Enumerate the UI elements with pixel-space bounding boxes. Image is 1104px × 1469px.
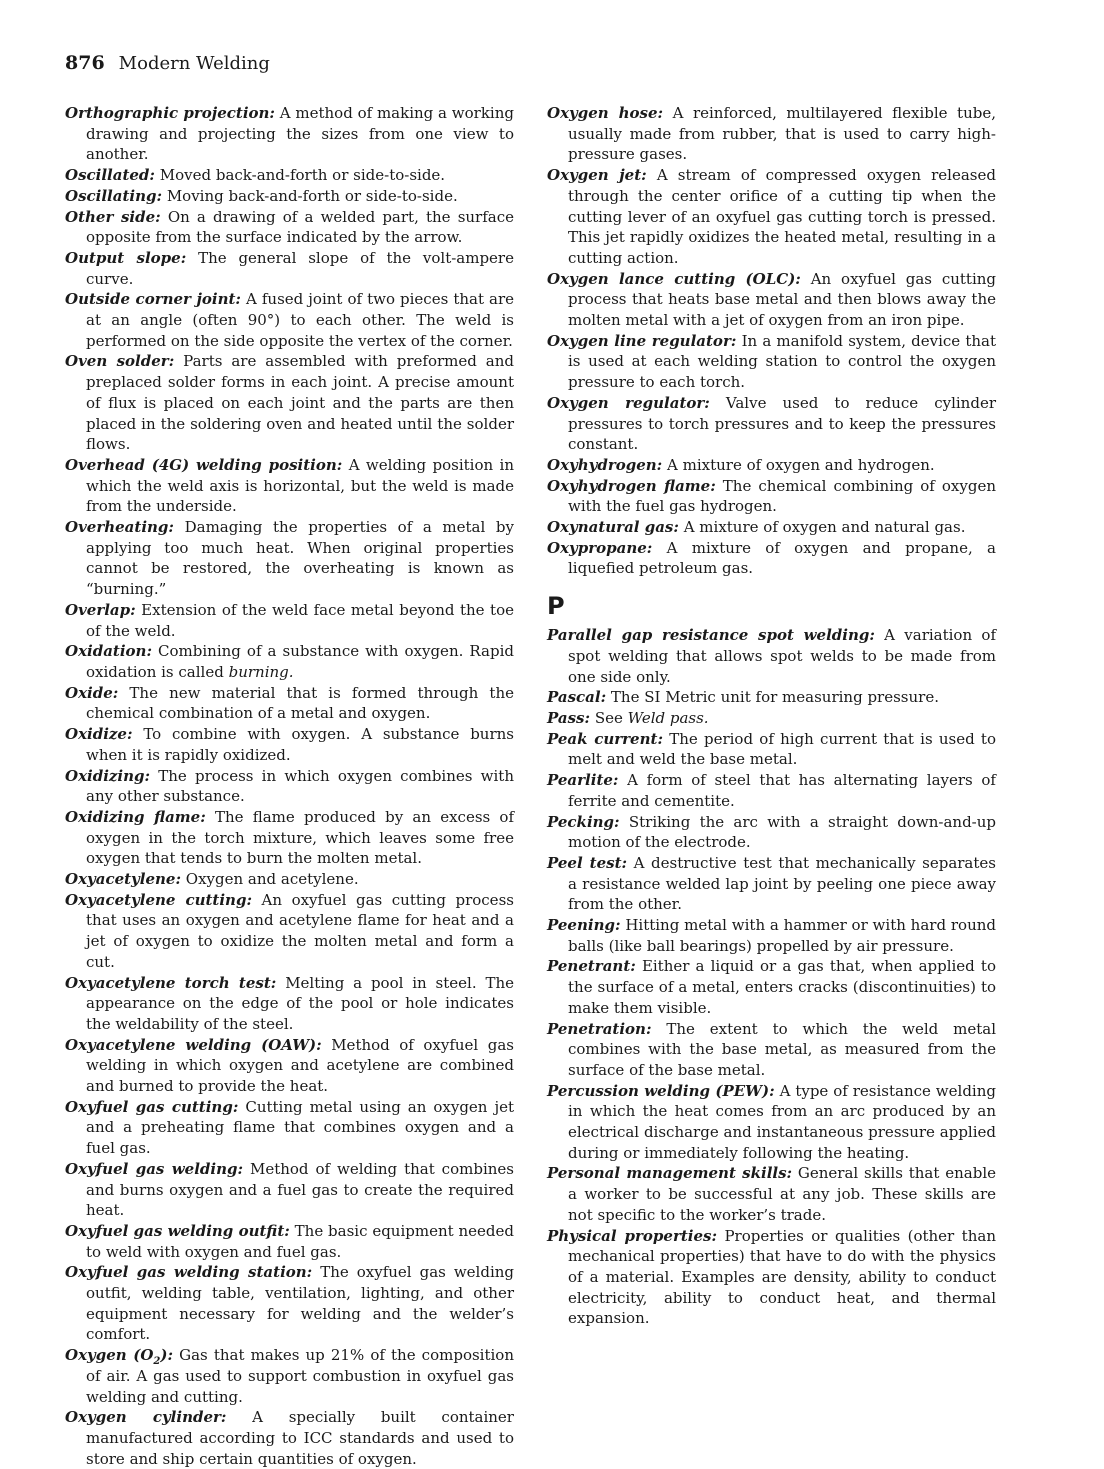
- glossary-definition: Melting a pool in steel. The appearance on the edge of the pool or hole indicates the weldability of the steel.: [86, 973, 514, 1033]
- glossary-entry: [547, 687, 996, 708]
- glossary-definition: A reinforced, multilayered flexible tube, usually made from rubber, that is used to carry high-pressure gases.: [568, 104, 996, 164]
- glossary-entry: [547, 812, 996, 853]
- glossary-entry: [65, 766, 514, 807]
- glossary-term: Other side:: [65, 207, 161, 226]
- glossary-entry: [65, 103, 514, 165]
- glossary-definition: On a drawing of a welded part, the surface opposite from the surface indicated by the arrow.: [86, 207, 514, 247]
- glossary-term: Oxyacetylene:: [65, 870, 181, 889]
- glossary-term: Percussion welding (PEW):: [547, 1081, 775, 1100]
- subscript: 2: [153, 1356, 161, 1368]
- glossary-term: Outside corner joint:: [65, 290, 241, 309]
- glossary-term: Oxygen line regulator:: [547, 331, 737, 350]
- glossary-definition: The SI Metric unit for measuring pressure.: [610, 688, 939, 707]
- glossary-term: Oxyfuel gas cutting:: [65, 1097, 239, 1116]
- glossary-entry: [65, 1159, 514, 1221]
- page-number: 876: [65, 52, 105, 74]
- glossary-entry: [547, 1226, 996, 1330]
- glossary-entry: [547, 1019, 996, 1081]
- glossary-term: Output slope:: [65, 248, 187, 267]
- glossary-term: Oxygen jet:: [547, 166, 647, 185]
- glossary-term: Penetration:: [547, 1019, 652, 1038]
- glossary-entry: [547, 538, 996, 579]
- glossary-term: Oscillated:: [65, 166, 155, 185]
- glossary-term: Overheating:: [65, 518, 174, 537]
- glossary-definition: A variation of spot welding that allows spot welds to be made from one side only.: [568, 626, 996, 686]
- glossary-definition: Cutting metal using an oxygen jet and a preheating flame that combines oxygen and a fuel gas.: [86, 1097, 514, 1158]
- glossary-term: Oxygen cylinder:: [65, 1408, 227, 1427]
- glossary-term: Oxyacetylene welding (OAW):: [65, 1035, 322, 1054]
- glossary-definition: Parts are assembled with preformed and preplaced solder forms in each joint. A precise amount of flux is placed on each joint and the parts are then placed in the soldering oven and heated until the solder flows.: [86, 352, 514, 454]
- glossary-term: Oxyhydrogen flame:: [547, 476, 716, 495]
- glossary-definition: The period of high current that is used to melt and weld the base metal.: [568, 729, 996, 769]
- glossary-definition: Method of welding that combines and burns oxygen and a fuel gas to create the required heat.: [86, 1159, 514, 1220]
- glossary-term: Overhead (4G) welding position:: [65, 455, 343, 474]
- glossary-term: Personal management skills:: [547, 1164, 793, 1183]
- glossary-definition: The chemical combining of oxygen with the fuel gas hydrogen.: [568, 476, 996, 516]
- glossary-entry: [547, 915, 996, 956]
- glossary-term: Physical properties:: [547, 1226, 717, 1245]
- glossary-entry: [65, 807, 514, 869]
- glossary-term: Oxide:: [65, 683, 119, 702]
- glossary-entry: [65, 165, 514, 186]
- glossary-entry: [65, 248, 514, 289]
- glossary-term: Oxypropane:: [547, 538, 653, 557]
- glossary-term: Penetrant:: [547, 957, 636, 976]
- glossary-definition: A stream of compressed oxygen released through the center orifice of a cutting tip when the cutting lever of an oxyfuel gas cutting torch is pressed. This jet rapidly oxidizes the heated metal, resulting in a cutting action.: [568, 166, 996, 267]
- glossary-entry: [547, 770, 996, 811]
- glossary-definition: Either a liquid or a gas that, when applied to the surface of a metal, enters cracks (discontinuities) to make them visible.: [568, 957, 996, 1017]
- glossary-term: Oxidation:: [65, 642, 152, 661]
- glossary-definition: Combining of a substance with oxygen. Rapid oxidation is called: [86, 642, 514, 681]
- glossary-definition: The oxyfuel gas welding outfit, welding table, ventilation, lighting, and other equipment necessary for welding and the welder’s comfort.: [86, 1263, 514, 1344]
- glossary-entry: [547, 956, 996, 1018]
- section-letter-heading: P: [547, 592, 565, 621]
- glossary-definition: Method of oxyfuel gas welding in which oxygen and acetylene are combined and burned to provide the heat.: [86, 1035, 514, 1096]
- glossary-definition: A method of making a working drawing and projecting the sizes from one view to another.: [86, 104, 514, 164]
- glossary-term: Pearlite:: [547, 771, 619, 790]
- glossary-definition: To combine with oxygen. A substance burns when it is rapidly oxidized.: [86, 725, 514, 764]
- glossary-definition: A form of steel that has alternating layers of ferrite and cementite.: [568, 771, 996, 810]
- glossary-definition: Properties or qualities (other than mechanical properties) that have to do with the physics of a material. Examples are density, ability to conduct electricity, ability to conduct heat, and thermal expansion.: [568, 1226, 996, 1328]
- glossary-definition: The general slope of the volt-ampere curve.: [86, 248, 514, 288]
- glossary-term: Oven solder:: [65, 352, 175, 371]
- glossary-entry: [65, 1221, 514, 1262]
- glossary-entry: [65, 973, 514, 1035]
- glossary-definition: The new material that is formed through the chemical combination of a metal and oxygen.: [86, 683, 514, 723]
- glossary-entry: [547, 1081, 996, 1164]
- glossary-entry: [547, 269, 996, 331]
- glossary-entry: [65, 890, 514, 973]
- cross-reference: burning.: [228, 662, 294, 681]
- glossary-term: [65, 1346, 173, 1368]
- glossary-term: Oxyacetylene cutting:: [65, 890, 252, 909]
- glossary-definition: An oxyfuel gas cutting process that uses an oxygen and acetylene flame for heat and a jet of oxygen to oxidize the molten metal and form a cut.: [86, 890, 514, 971]
- glossary-term: Pecking:: [547, 812, 620, 831]
- term-suffix: ):: [160, 1346, 173, 1365]
- glossary-entry: [547, 729, 996, 770]
- glossary-definition: A welding position in which the weld axis is horizontal, but the weld is made from the underside.: [86, 455, 514, 516]
- glossary-term: Oxygen lance cutting (OLC):: [547, 269, 801, 288]
- glossary-entry: [65, 1345, 514, 1407]
- glossary-column-left: [65, 103, 514, 1469]
- glossary-term: Peening:: [547, 916, 621, 935]
- page-header: [65, 52, 270, 78]
- glossary-definition: Gas that makes up 21% of the composition of air. A gas used to support combustion in oxyfuel gas welding and cutting.: [86, 1346, 514, 1406]
- glossary-entry: [547, 1163, 996, 1225]
- glossary-term: Orthographic projection:: [65, 104, 275, 122]
- glossary-definition: A type of resistance welding in which the heat comes from an arc produced by an electrical discharge and instantaneous pressure applied during or immediately following the heating.: [568, 1081, 996, 1162]
- glossary-term: Oxygen hose:: [547, 104, 664, 122]
- glossary-entry: [65, 1262, 514, 1345]
- glossary-entry: [547, 853, 996, 915]
- glossary-term: Oxyfuel gas welding outfit:: [65, 1221, 290, 1240]
- book-title: Modern Welding: [118, 53, 270, 74]
- glossary-entry: [65, 517, 514, 600]
- glossary-entry: [547, 165, 996, 269]
- glossary-entry: [65, 683, 514, 724]
- glossary-definition: A fused joint of two pieces that are at an angle (often 90°) to each other. The weld is performed on the side opposite the vertex of the corner.: [86, 290, 514, 350]
- glossary-entry: [547, 517, 996, 538]
- glossary-definition: Damaging the properties of a metal by applying too much heat. When original properties cannot be restored, the overheating is known as “burning.”: [86, 518, 514, 599]
- glossary-entry: [547, 476, 996, 517]
- glossary-definition: Oxygen and acetylene.: [185, 870, 359, 889]
- glossary-entry: [65, 455, 514, 517]
- glossary-definition: The extent to which the weld metal combines with the base metal, as measured from the surface of the base metal.: [568, 1019, 996, 1079]
- term-prefix: Oxygen (O: [65, 1346, 154, 1365]
- glossary-entry: [547, 625, 996, 687]
- glossary-term: Pascal:: [547, 688, 607, 707]
- glossary-term: Oxidizing:: [65, 766, 151, 785]
- glossary-term: Oxidizing flame:: [65, 807, 206, 826]
- cross-reference: Weld pass.: [627, 708, 709, 727]
- glossary-term: Pass:: [547, 708, 591, 727]
- glossary-entry: [65, 351, 514, 455]
- glossary-entry: [65, 641, 514, 682]
- glossary-definition: The flame produced by an excess of oxygen in the torch mixture, which leaves some free oxygen that tends to burn the molten metal.: [86, 807, 514, 868]
- glossary-term: Parallel gap resistance spot welding:: [547, 626, 875, 645]
- glossary-definition: An oxyfuel gas cutting process that heats base metal and then blows away the molten metal with a jet of oxygen from an iron pipe.: [568, 269, 996, 330]
- glossary-entry: [547, 331, 996, 393]
- glossary-entry: [547, 103, 996, 165]
- glossary-term: Oxyacetylene torch test:: [65, 973, 277, 992]
- glossary-term: Overlap:: [65, 600, 136, 619]
- glossary-entry: [65, 1035, 514, 1097]
- glossary-definition: In a manifold system, device that is used at each welding station to control the oxygen pressure to each torch.: [568, 331, 996, 392]
- glossary-entry: [65, 869, 514, 890]
- glossary-term: Oxyfuel gas welding:: [65, 1159, 244, 1178]
- glossary-definition: The process in which oxygen combines with any other substance.: [86, 766, 514, 806]
- glossary-entry: [65, 1097, 514, 1159]
- glossary-entry: [65, 724, 514, 765]
- glossary-term: Oxygen regulator:: [547, 393, 710, 412]
- glossary-definition: Moved back-and-forth or side-to-side.: [159, 166, 446, 185]
- glossary-entry: [65, 207, 514, 248]
- glossary-entry: [547, 393, 996, 455]
- glossary-term: Oxyhydrogen:: [547, 455, 663, 474]
- glossary-term: Oscillating:: [65, 186, 163, 205]
- glossary-entry: [65, 186, 514, 207]
- glossary-definition: A mixture of oxygen and natural gas.: [683, 518, 966, 537]
- glossary-definition: The basic equipment needed to weld with oxygen and fuel gas.: [86, 1221, 514, 1261]
- glossary-definition: A mixture of oxygen and hydrogen.: [667, 455, 935, 474]
- glossary-definition: Valve used to reduce cylinder pressures to torch pressures and to keep the pressures constant.: [568, 393, 996, 454]
- glossary-entry: [547, 708, 996, 729]
- glossary-entry: [65, 1407, 514, 1469]
- glossary-term: Oxidize:: [65, 725, 133, 744]
- glossary-definition: Extension of the weld face metal beyond the toe of the weld.: [86, 600, 514, 640]
- glossary-term: Peel test:: [547, 853, 628, 872]
- glossary-definition: A mixture of oxygen and propane, a liquefied petroleum gas.: [568, 538, 996, 578]
- glossary-definition: A destructive test that mechanically separates a resistance welded lap joint by peeling one piece away from the other.: [568, 853, 996, 914]
- glossary-definition: A specially built container manufactured according to ICC standards and used to store and ship certain quantities of oxygen.: [86, 1408, 514, 1468]
- glossary-term: Oxynatural gas:: [547, 518, 679, 537]
- glossary-entry: [65, 600, 514, 641]
- glossary-definition: Moving back-and-forth or side-to-side.: [166, 186, 458, 205]
- glossary-term: Peak current:: [547, 729, 663, 748]
- glossary-entry: [65, 289, 514, 351]
- glossary-definition: Striking the arc with a straight down-and-up motion of the electrode.: [568, 812, 996, 852]
- glossary-definition: General skills that enable a worker to be successful at any job. These skills are not specific to the worker’s trade.: [568, 1164, 996, 1224]
- glossary-term: Oxyfuel gas welding station:: [65, 1263, 313, 1282]
- glossary-column-right: [547, 103, 996, 1329]
- glossary-definition: Hitting metal with a hammer or with hard round balls (like ball bearings) propelled by air pressure.: [568, 916, 996, 955]
- glossary-entry: [547, 455, 996, 476]
- glossary-definition: See: [594, 708, 623, 727]
